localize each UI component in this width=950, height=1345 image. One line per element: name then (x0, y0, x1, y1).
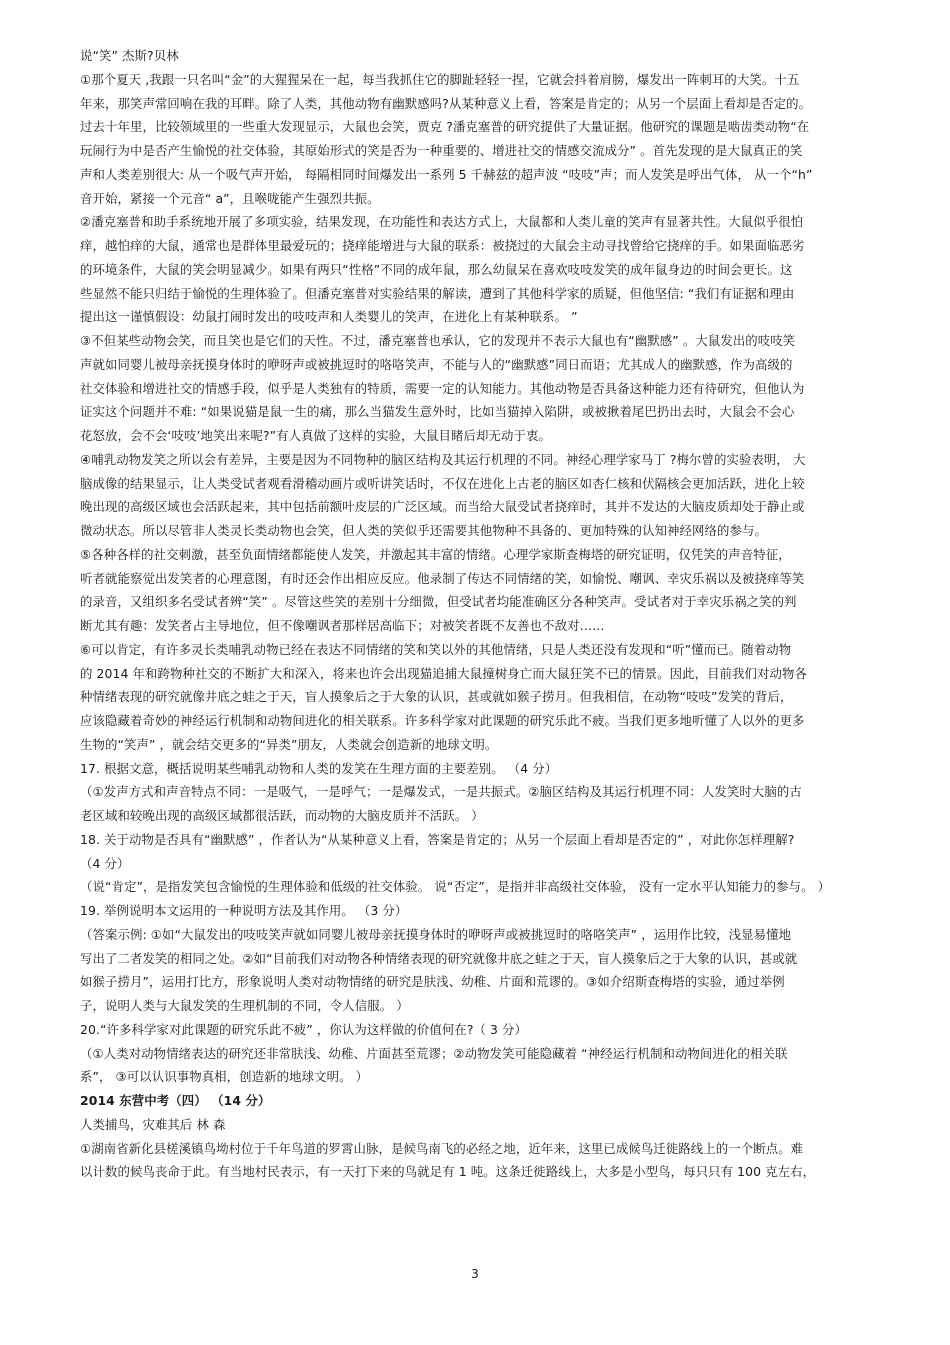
text-line: 写出了二者发笑的相同之处。②如“目前我们对动物各种情绪表现的研究就像井底之蛙之于天，盲人摸象后之于大象的认识，甚或就 (80, 950, 798, 966)
text-line: 19. 举例说明本文运用的一种说明方法及其作用。 （3 分） (80, 903, 408, 918)
text-line: ③不但某些动物会笑，而且笑也是它们的天性。不过，潘克塞普也承认，它的发现并不表示大鼠也有“幽默感” 。大鼠发出的吱吱笑 (80, 333, 796, 348)
text-line: 声就如同婴儿被母亲抚摸身体时的咿呀声或被挑逗时的咯咯笑声，不能与人的“幽默感”同日而语；尤其成人的幽默感，作为高级的 (80, 356, 793, 372)
text-line: 种情绪表现的研究就像井底之蛙之于天，盲人摸象后之于大象的认识，甚或就如猴子捞月。但我相信，在动物“吱吱”发笑的背后， (80, 689, 793, 705)
text-line: 脑成像的结果显示，让人类受试者观看滑稽动画片或听讲笑话时，不仅在进化上古老的脑区如杏仁核和伏隔核会更加活跃，进化上较 (80, 475, 805, 491)
text-line: 社交体验和增进社交的情感手段，似乎是人类独有的特质，需要一定的认知能力。其他动物是否具备这种能力还有待研究，但他认为 (80, 380, 805, 396)
text-line: 的环境条件，大鼠的笑会明显减少。如果有两只“性格”不同的成年鼠，那么幼鼠呆在喜欢吱吱发笑的成年鼠身边的时间会更长。这 (80, 261, 793, 277)
text-line: （4 分） (80, 855, 130, 871)
text-line: ④哺乳动物发笑之所以会有差异，主要是因为不同物种的脑区结构及其运行机理的不同。神经心理学家马丁 ?梅尔曾的实验表明， 大 (80, 451, 806, 467)
text-line: 痒，越怕痒的大鼠，通常也是群体里最爱玩的；挠痒能增进与大鼠的联系：被挠过的大鼠会主动寻找曾给它挠痒的手。如果面临恶劣 (80, 238, 805, 253)
text-line: 听者就能察觉出发笑者的心理意图，有时还会作出相应反应。他录制了传达不同情绪的笑，如愉悦、嘲讽、幸灾乐祸以及被挠痒等笑 (80, 570, 805, 586)
text-line: ⑥可以肯定，有许多灵长类哺乳动物已经在表达不同情绪的笑和笑以外的其他情绪，只是人类还没有发现和“听”懂而已。随着动物 (80, 641, 792, 657)
text-line: 20.“许多科学家对此课题的研究乐此不疲” ，你认为这样做的价值何在?（ 3 分） (80, 1021, 528, 1037)
text-line: 2014 东营中考（四） （14 分） (80, 1093, 271, 1108)
text-line: （说“肯定”，是指发笑包含愉悦的生理体验和低级的社交体验。 说“否定”，是指并非高级社交体验， 没有一定水平认知能力的参与。 ） (80, 879, 831, 895)
text-line: 微动状态。所以尽管非人类灵长类动物也会笑，但人类的笑似乎还需要其他物种不具备的、更加特殊的认知神经网络的参与。 (80, 523, 767, 538)
text-line: 的 2014 年和跨物种社交的不断扩大和深入，将来也许会出现猫追捕大鼠撞树身亡而大鼠狂笑不已的情景。因此，目前我们对动物各 (80, 665, 807, 681)
text-line: 的录音，又组织多名受试者辨“笑” 。尽管这些笑的差别十分细微，但受试者均能准确区分各种笑声。受试者对于幸灾乐祸之笑的判 (80, 594, 797, 610)
text-line: ②潘克塞普和助手系统地开展了多项实验，结果发现，在功能性和表达方式上，大鼠都和人类儿童的笑声有显著共性。大鼠似乎很怕 (80, 214, 804, 230)
text-line: 些显然不能只归结于愉悦的生理体验了。但潘克塞普对实验结果的解读，遭到了其他科学家的质疑，但他坚信: “我们有证据和理由 (80, 285, 795, 301)
text-line: 证实这个问题并不难: “如果说猫是鼠一生的痛，那么当猫发生意外时，比如当猫掉入陷阱，或被揪着尾巴扔出去时，大鼠会不会心 (80, 404, 795, 420)
text-line: 老区域和较晚出现的高级区域都很活跃，而动物的大脑皮质并不活跃。 ） (80, 808, 484, 823)
text-line: 如猴子捞月”，运用打比方，形象说明人类对动物情绪的研究是肤浅、幼稚、片面和荒谬的。③如介绍斯查梅塔的实验，通过举例 (80, 974, 785, 990)
text-line: 晚出现的高级区域也会活跃起来，其中包括前额叶皮层的广泛区域。而当给大鼠受试者挠痒时，其并不发达的大脑皮质却处于静止或 (80, 499, 805, 515)
text-line: 说“笑” 杰斯?贝林 (80, 48, 179, 63)
text-line: 生物的“笑声” ，就会结交更多的“异类”朋友，人类就会创造新的地球文明。 (80, 736, 498, 752)
text-line: （①发声方式和声音特点不同：一是吸气，一是呼气；一是爆发式，一是共振式。②脑区结构及其运行机理不同：人发笑时大脑的古 (80, 784, 802, 800)
text-line: 音开始，紧接一个元音“ a”，且喉咙能产生强烈共振。 (80, 190, 380, 206)
text-line: 18. 关于动物是否具有“幽默感” ，作者认为“从某种意义上看，答案是肯定的；从另一个层面上看却是否定的” ，对此你怎样理解? (80, 831, 795, 847)
text-line: （①人类对动物情绪表达的研究还非常肤浅、幼稚、片面甚至荒谬；②动物发笑可能隐藏着 “神经运行机制和动物间进化的相关联 (80, 1045, 788, 1061)
text-line: 17. 根据文意，概括说明某些哺乳动物和人类的发笑在生理方面的主要差别。 （4 分） (80, 760, 558, 776)
text-line: 花怒放，会不会‘吱吱’地笑出来呢?”有人真做了这样的实验，大鼠目睹后却无动于衷。 (80, 428, 551, 443)
text-line: 以计数的候鸟丧命于此。有当地村民表示，有一天打下来的鸟就足有 1 吨。这条迁徙路线上，大多是小型鸟，每只只有 100 克左右， (80, 1164, 816, 1180)
text-line: 提出这一谨慎假设：幼鼠打闹时发出的吱吱声和人类婴儿的笑声，在进化上有某种联系。 ” (80, 309, 578, 325)
text-line: ⑤各种各样的社交刺激，甚至负面情绪都能使人发笑，并激起其丰富的情绪。心理学家斯查梅塔的研究证明，仅凭笑的声音特征， (80, 546, 791, 562)
text-line: 应该隐藏着奇妙的神经运行机制和动物间进化的相关联系。许多科学家对此课题的研究乐此不疲。当我们更多地听懂了人以外的更多 (80, 713, 805, 728)
text-line: ①那个夏天 ,我跟一只名叫“金”的大猩猩呆在一起，每当我抓住它的脚趾轻轻一捏，它就会抖着肩膀，爆发出一阵刺耳的大笑。十五 (80, 71, 800, 87)
text-line: 系”， ③可以认识事物真相，创造新的地球文明。 ） (80, 1069, 369, 1085)
text-line: 年来，那笑声常回响在我的耳畔。除了人类，其他动物有幽默感吗?从某种意义上看，答案是肯定的；从另一个层面上看却是否定的。 (80, 95, 812, 111)
text-line: 玩闹行为中是否产生愉悦的社交体验，其原始形式的笑是否为一种重要的、增进社交的情感交流成分” 。首先发现的是大鼠真正的笑 (80, 143, 803, 158)
text-line: 人类捕鸟，灾难其后 林 森 (80, 1116, 226, 1132)
document-body (80, 44, 910, 1184)
text-line: 过去十年里，比较领域里的一些重大发现显示，大鼠也会笑，贾克 ?潘克塞普的研究提供了大量证据。他研究的课题是啮齿类动物“在 (80, 119, 810, 135)
text-line: （答案示例: ①如“大鼠发出的吱吱笑声就如同婴儿被母亲抚摸身体时的咿呀声或被挑逗时的咯咯笑声” ，运用作比较，浅显易懂地 (80, 926, 792, 942)
text-line: 断尤其有趣：发笑者占主导地位，但不像嘲讽者那样居高临下；对被笑者既不友善也不敌对…… (80, 618, 605, 633)
text-line: 子，说明人类与大鼠发笑的生理机制的不同，令人信服。 ） (80, 998, 409, 1013)
text-line: 声和人类差别很大: 从一个吸气声开始， 每隔相同时间爆发出一系列 5 千赫兹的超声波 “吱吱”声；而人发笑是呼出气体， 从一个“h” (80, 166, 813, 182)
page-number: 3 (471, 1267, 479, 1281)
text-line: ①湖南省新化县槎溪镇鸟坳村位于千年鸟道的罗霄山脉，是候鸟南飞的必经之地，近年来，这里已成候鸟迁徙路线上的一个断点。难 (80, 1140, 804, 1156)
